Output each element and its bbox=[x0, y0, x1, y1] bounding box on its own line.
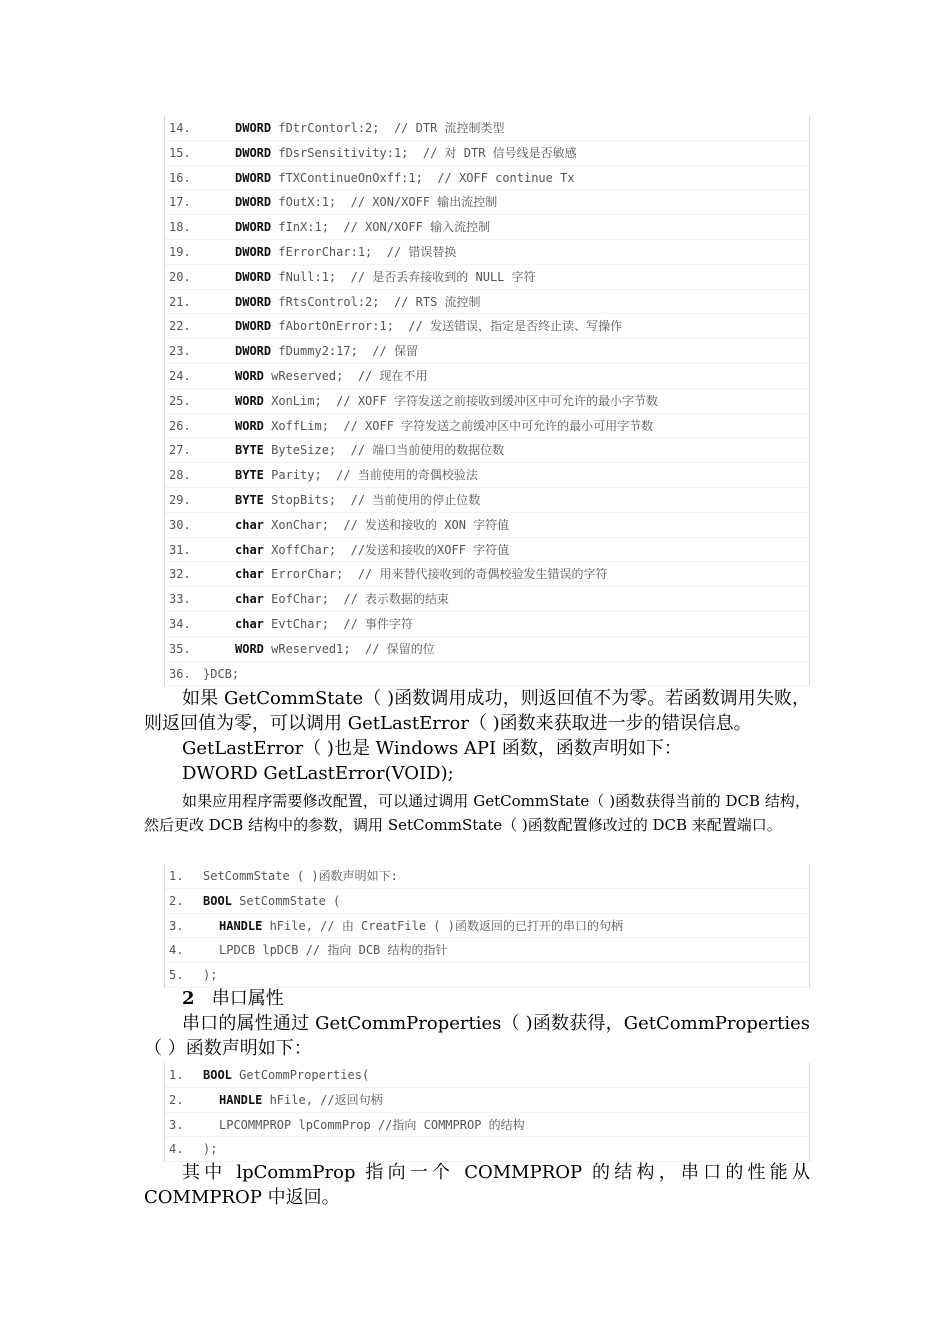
code-keyword: char bbox=[235, 542, 264, 557]
code-line-number: 33. bbox=[169, 592, 191, 607]
section-heading-number: 2 bbox=[182, 988, 195, 1009]
code-keyword: DWORD bbox=[235, 269, 272, 284]
code-text: XonLim; // XOFF 字符发送之前接收到缓冲区中可允许的最小字节数 bbox=[263, 393, 658, 408]
code-text: fOutX:1; // XON/XOFF 输出流控制 bbox=[271, 195, 498, 210]
code-line bbox=[165, 240, 809, 265]
code-text: Parity; // 当前使用的奇偶校验法 bbox=[263, 468, 478, 483]
code-text: SetCommState ( )函数声明如下: bbox=[203, 869, 398, 883]
code-line-number: 35. bbox=[169, 641, 191, 656]
code-line bbox=[165, 963, 809, 988]
paragraph-getlasterror-decl: DWORD GetLastError(VOID); bbox=[182, 763, 454, 784]
paragraph-getcommstate-return: 如果 GetCommState（ )函数调用成功，则返回值不为零。若函数调用失败，则返回值为零，可以调用 GetLastError（ )函数来获取进一步的错误信息。 bbox=[144, 688, 810, 734]
code-line-number: 17. bbox=[169, 195, 191, 210]
code-line bbox=[165, 914, 809, 939]
code-text: fAbortOnError:1; // 发送错误，指定是否终止读、写操作 bbox=[271, 319, 623, 334]
code-text: SetCommState ( bbox=[231, 893, 341, 908]
code-line-number: 19. bbox=[169, 244, 191, 259]
code-text: EvtChar; // 事件字符 bbox=[263, 616, 414, 631]
code-line bbox=[165, 290, 809, 315]
code-line bbox=[165, 938, 809, 963]
code-line bbox=[165, 1113, 809, 1138]
section-heading bbox=[144, 986, 810, 1011]
code-keyword: DWORD bbox=[235, 145, 272, 160]
code-line bbox=[165, 612, 809, 637]
code-keyword: DWORD bbox=[235, 170, 272, 185]
code-keyword: char bbox=[235, 567, 264, 582]
code-line bbox=[165, 587, 809, 612]
code-text: GetCommProperties( bbox=[231, 1068, 370, 1082]
code-line bbox=[165, 662, 809, 687]
code-text: fInX:1; // XON/XOFF 输入流控制 bbox=[271, 220, 491, 235]
code-keyword: DWORD bbox=[235, 244, 272, 259]
code-line bbox=[165, 364, 809, 389]
code-line-number: 1. bbox=[169, 869, 184, 883]
code-keyword: char bbox=[235, 616, 264, 631]
code-keyword: BYTE bbox=[235, 443, 264, 458]
code-line-number: 1. bbox=[169, 1068, 184, 1082]
code-line-number: 5. bbox=[169, 968, 184, 983]
code-text: XoffLim; // XOFF 字符发送之前缓冲区中可允许的最小可用字节数 bbox=[263, 418, 654, 433]
code-line-number: 36. bbox=[169, 666, 191, 681]
code-line-number: 4. bbox=[169, 943, 184, 958]
section-heading-text: 串口属性 bbox=[211, 988, 284, 1009]
code-line bbox=[165, 190, 809, 215]
code-line-number: 24. bbox=[169, 368, 191, 383]
code-text: fDsrSensitivity:1; // 对 DTR 信号线是否敏感 bbox=[271, 145, 577, 160]
code-keyword: DWORD bbox=[235, 344, 272, 359]
code-line bbox=[165, 339, 809, 364]
code-keyword: BOOL bbox=[203, 893, 232, 908]
code-line bbox=[165, 265, 809, 290]
code-keyword: WORD bbox=[235, 393, 264, 408]
code-line-number: 25. bbox=[169, 393, 191, 408]
code-line bbox=[165, 116, 809, 141]
code-line-number: 4. bbox=[169, 1142, 184, 1157]
code-line bbox=[165, 1063, 809, 1088]
code-block-getcommproperties bbox=[164, 1063, 810, 1162]
paragraph-modify-config: 如果应用程序需要修改配置，可以通过调用 GetCommState（ )函数获得当前的 DCB 结构，然后更改 DCB 结构中的参数，调用 SetCommState（ )函数配置修改过的 DCB 来配置端口。 bbox=[144, 792, 810, 834]
code-text: ErrorChar; // 用来替代接收到的奇偶校验发生错误的字符 bbox=[263, 567, 608, 582]
code-text: wReserved1; // 保留的位 bbox=[263, 641, 435, 656]
code-keyword: BYTE bbox=[235, 492, 264, 507]
code-keyword: DWORD bbox=[235, 294, 272, 309]
code-line-number: 27. bbox=[169, 443, 191, 458]
code-keyword: BYTE bbox=[235, 468, 264, 483]
code-keyword: char bbox=[235, 592, 264, 607]
code-text: hFile, //返回句柄 bbox=[262, 1092, 383, 1107]
code-line bbox=[165, 389, 809, 414]
code-line bbox=[165, 562, 809, 587]
code-text: XoffChar; //发送和接收的XOFF 字符值 bbox=[263, 542, 510, 557]
code-line bbox=[165, 637, 809, 662]
code-line-number: 3. bbox=[169, 918, 184, 933]
code-line-number: 21. bbox=[169, 294, 191, 309]
code-line-number: 15. bbox=[169, 145, 191, 160]
code-line-number: 2. bbox=[169, 1092, 184, 1107]
code-keyword: WORD bbox=[235, 368, 264, 383]
code-line bbox=[165, 414, 809, 439]
code-text: fDummy2:17; // 保留 bbox=[271, 344, 418, 359]
code-keyword: DWORD bbox=[235, 220, 272, 235]
code-line bbox=[165, 438, 809, 463]
code-line bbox=[165, 141, 809, 166]
code-line-number: 16. bbox=[169, 170, 191, 185]
code-keyword: WORD bbox=[235, 641, 264, 656]
code-line-number: 31. bbox=[169, 542, 191, 557]
paragraph-getcommproperties-intro: 串口的属性通过 GetCommProperties（ )函数获得，GetCommProperties（ ）函数声明如下： bbox=[144, 1013, 810, 1059]
code-line-number: 32. bbox=[169, 567, 191, 582]
code-keyword: BOOL bbox=[203, 1068, 232, 1082]
code-line bbox=[165, 215, 809, 240]
code-line-number: 14. bbox=[169, 121, 191, 135]
code-keyword: WORD bbox=[235, 418, 264, 433]
code-line-number: 29. bbox=[169, 492, 191, 507]
code-keyword: HANDLE bbox=[219, 1092, 263, 1107]
code-line bbox=[165, 889, 809, 914]
code-text: hFile, // 由 CreatFile ( )函数返回的已打开的串口的句柄 bbox=[262, 918, 623, 933]
code-text: }DCB; bbox=[203, 666, 240, 681]
code-text: fDtrContorl:2; // DTR 流控制类型 bbox=[271, 121, 505, 135]
code-line-number: 2. bbox=[169, 893, 184, 908]
code-line-number: 28. bbox=[169, 468, 191, 483]
code-line-number: 30. bbox=[169, 517, 191, 532]
code-line bbox=[165, 314, 809, 339]
code-text: ); bbox=[203, 968, 218, 983]
code-text: LPCOMMPROP lpCommProp //指向 COMMPROP 的结构 bbox=[219, 1117, 525, 1132]
code-line-number: 22. bbox=[169, 319, 191, 334]
paragraph-getlasterror-intro: GetLastError（ )也是 Windows API 函数，函数声明如下： bbox=[182, 738, 682, 759]
code-line-number: 23. bbox=[169, 344, 191, 359]
code-line bbox=[165, 513, 809, 538]
code-keyword: DWORD bbox=[235, 319, 272, 334]
code-line-number: 3. bbox=[169, 1117, 184, 1132]
code-keyword: char bbox=[235, 517, 264, 532]
code-line bbox=[165, 1088, 809, 1113]
code-line bbox=[165, 166, 809, 191]
code-keyword: DWORD bbox=[235, 195, 272, 210]
code-line-number: 20. bbox=[169, 269, 191, 284]
code-line-number: 18. bbox=[169, 220, 191, 235]
code-line-number: 26. bbox=[169, 418, 191, 433]
code-text: fRtsControl:2; // RTS 流控制 bbox=[271, 294, 481, 309]
code-text: XonChar; // 发送和接收的 XON 字符值 bbox=[263, 517, 510, 532]
code-block-dcb-struct bbox=[164, 116, 810, 686]
code-text: fTXContinueOnOxff:1; // XOFF continue Tx bbox=[271, 170, 575, 185]
code-line bbox=[165, 1137, 809, 1162]
code-text: wReserved; // 现在不用 bbox=[263, 368, 428, 383]
code-line bbox=[165, 463, 809, 488]
code-text: EofChar; // 表示数据的结束 bbox=[263, 592, 450, 607]
code-text: ); bbox=[203, 1142, 218, 1157]
code-keyword: HANDLE bbox=[219, 918, 263, 933]
code-line bbox=[165, 488, 809, 513]
code-text: LPDCB lpDCB // 指向 DCB 结构的指针 bbox=[219, 943, 448, 958]
code-text: fErrorChar:1; // 错误替换 bbox=[271, 244, 457, 259]
code-block-setcommstate bbox=[164, 864, 810, 988]
code-keyword: DWORD bbox=[235, 121, 272, 135]
code-line bbox=[165, 538, 809, 563]
code-line bbox=[165, 864, 809, 889]
code-text: StopBits; // 当前使用的停止位数 bbox=[263, 492, 481, 507]
code-text: fNull:1; // 是否丢弃接收到的 NULL 字符 bbox=[271, 269, 536, 284]
paragraph-commprop-result: 其中 lpCommProp 指向一个 COMMPROP 的结构，串口的性能从 COMMPROP 中返回。 bbox=[144, 1162, 810, 1208]
code-text: ByteSize; // 端口当前使用的数据位数 bbox=[263, 443, 505, 458]
code-line-number: 34. bbox=[169, 616, 191, 631]
